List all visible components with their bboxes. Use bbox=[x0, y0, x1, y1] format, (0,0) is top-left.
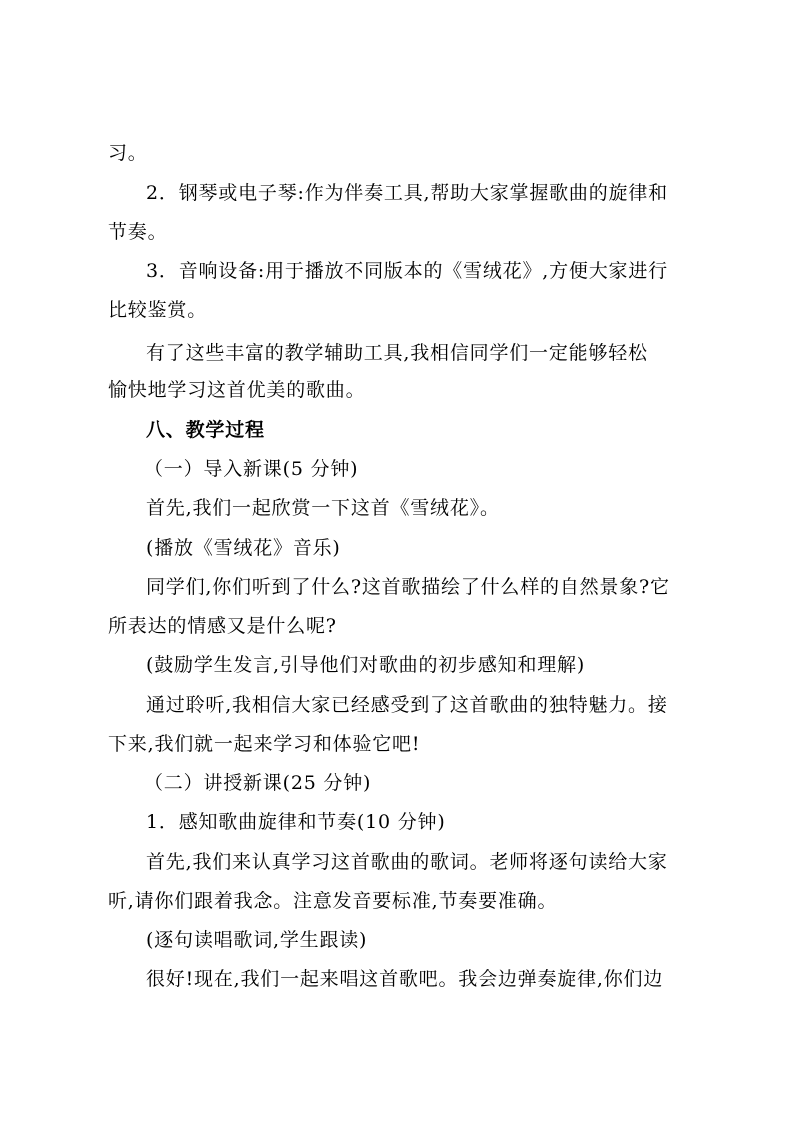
paragraph-line: 愉快地学习这首优美的歌曲。 bbox=[108, 379, 366, 401]
list-item-audio: 3．音响设备:用于播放不同版本的《雪绒花》,方便大家进行 bbox=[146, 260, 668, 282]
paragraph-line: (逐句读唱歌词,学生跟读) bbox=[146, 929, 368, 951]
subsection-heading: （二）讲授新课(25 分钟) bbox=[144, 772, 372, 794]
paragraph-line: 有了这些丰富的教学辅助工具,我相信同学们一定能够轻松 bbox=[146, 342, 648, 364]
numbered-heading: 1．感知歌曲旋律和节奏(10 分钟) bbox=[146, 811, 446, 833]
paragraph-line: 习。 bbox=[108, 142, 148, 164]
paragraph-line: (播放《雪绒花》音乐) bbox=[146, 537, 341, 559]
paragraph-line: 很好!现在,我们一起来唱这首歌吧。我会边弹奏旋律,你们边 bbox=[146, 968, 664, 990]
paragraph-line: 听,请你们跟着我念。注意发音要标准,节奏要准确。 bbox=[108, 890, 558, 912]
paragraph-line: 首先,我们来认真学习这首歌曲的歌词。老师将逐句读给大家 bbox=[146, 851, 668, 873]
paragraph-line: 所表达的情感又是什么呢? bbox=[108, 615, 337, 637]
paragraph-line: 节奏。 bbox=[108, 221, 168, 243]
paragraph-line: 下来,我们就一起来学习和体验它吧! bbox=[108, 733, 421, 755]
paragraph-line: 比较鉴赏。 bbox=[108, 299, 208, 321]
section-heading: 八、教学过程 bbox=[146, 419, 265, 441]
paragraph-line: 通过聆听,我相信大家已经感受到了这首歌曲的独特魅力。接 bbox=[146, 694, 668, 716]
paragraph-line: (鼓励学生发言,引导他们对歌曲的初步感知和理解) bbox=[146, 654, 586, 676]
subsection-heading: （一）导入新课(5 分钟) bbox=[144, 458, 359, 480]
paragraph-line: 同学们,你们听到了什么?这首歌描绘了什么样的自然景象?它 bbox=[146, 576, 670, 598]
list-item-piano: 2．钢琴或电子琴:作为伴奏工具,帮助大家掌握歌曲的旋律和 bbox=[146, 182, 668, 204]
paragraph-line: 首先,我们一起欣赏一下这首《雪绒花》。 bbox=[146, 497, 500, 519]
